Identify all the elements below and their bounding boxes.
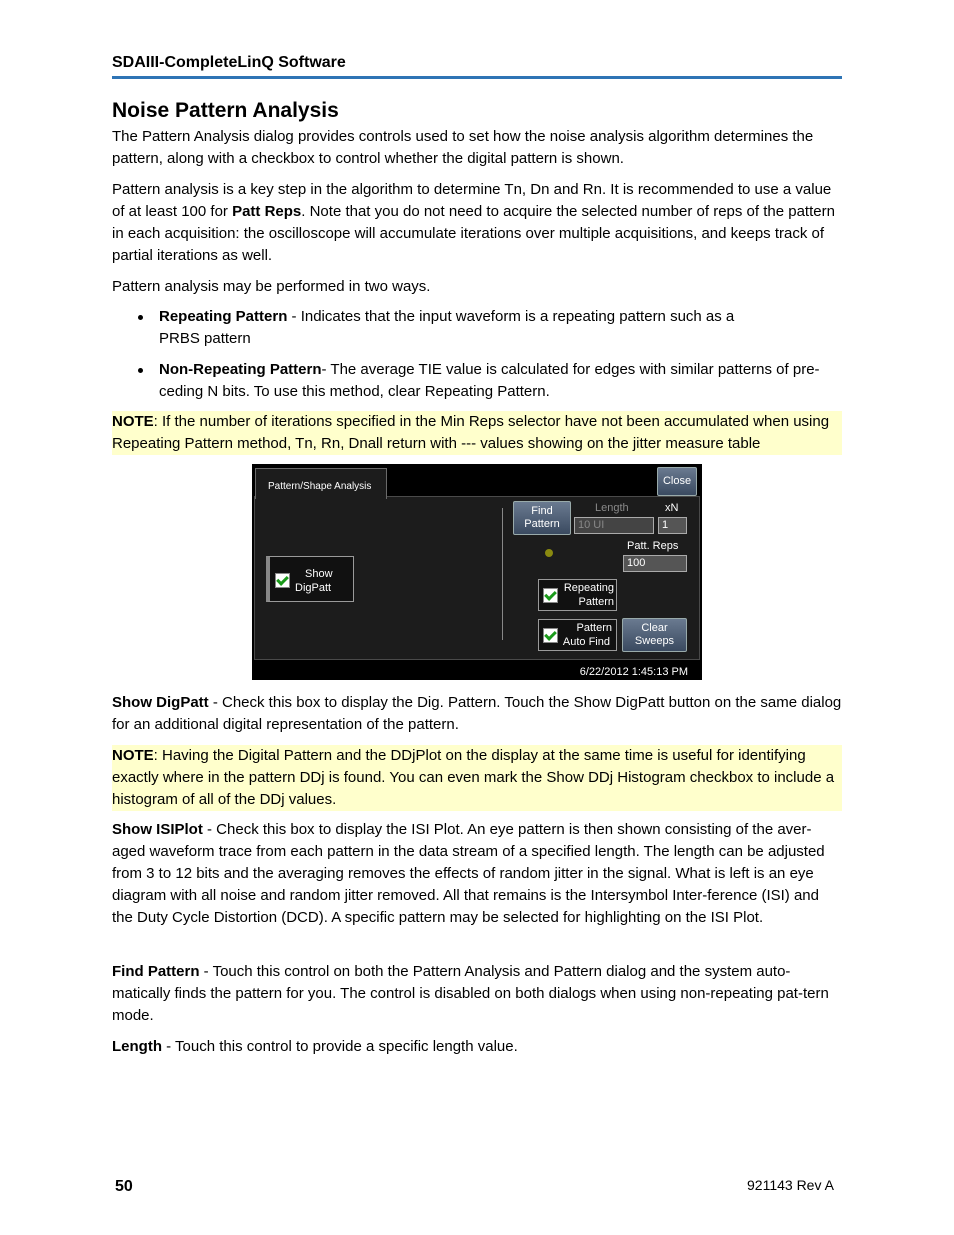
status-led-icon [545,549,553,557]
note-box: NOTE: Having the Digital Pattern and the DDjPlot on the display at the same time is useful for identifying exactly where in the pattern DDj is found. You can even mark the Show DDj Histogram checkbox to include a histogram of all of the DDj values. [112,745,842,811]
repeating-pattern-checkbox[interactable]: Repeating Pattern [538,579,617,611]
note-box: NOTE: If the number of iterations specified in the Min Reps selector have not been accumulated when using Repeating Pattern method, Tn, Rn, Dnall return with --- values showing on the jitter measure table [112,411,842,455]
show-digpatt-paragraph: Show DigPatt - Check this box to display the Dig. Pattern. Touch the Show DigPatt button on the same dialog for an additional digital representation of the pattern. [112,694,842,733]
checkbox-checked-icon [543,588,558,603]
close-button[interactable]: Close [657,467,697,496]
bullet-icon [138,368,143,373]
length-label: Length [595,502,629,514]
pattern-auto-find-checkbox[interactable]: Pattern Auto Find [538,619,617,651]
length-paragraph: Length - Touch this control to provide a specific length value. [112,1038,518,1055]
patt-reps-field[interactable]: 100 [623,555,687,572]
checkbox-checked-icon [543,628,558,643]
page-number: 50 [115,1178,133,1195]
document-number: 921143 Rev A [747,1177,834,1193]
show-isiplot-paragraph: Show ISIPlot - Check this box to display the ISI Plot. An eye pattern is then shown consisting of the aver-aged waveform trace from each pattern in the data stream of a specified length. The length can be adjusted from 3 to 12 bits and the averaging removes the effects of random jitter in the signal. What is left is an eye diagram with all noise and random jitter removed. All that remains is the Intersymbol Inter-ference (ISI) and the Duty Cycle Distortion (DCD). A specific pattern may be selected for highlighting on the ISI Plot. [112,821,825,926]
checkbox-checked-icon [275,573,290,588]
timestamp: 6/22/2012 1:45:13 PM [579,666,688,678]
xn-label: xN [665,502,679,514]
divider [502,508,503,640]
xn-field[interactable]: 1 [658,517,687,534]
two-ways-paragraph: Pattern analysis may be performed in two ways. [112,278,431,295]
pattern-analysis-paragraph: Pattern analysis is a key step in the algorithm to determine Tn, Dn and Rn. It is recommended to use a value of at least 100 for Patt Reps. Note that you do not need to acquire the selected number of reps of the pattern in each acquisition: the oscilloscope will accumulate iterations over multiple acquisitions, and keeps track of partial iterations as well. [112,181,835,264]
show-digpatt-checkbox[interactable]: Show DigPatt [266,556,354,602]
intro-paragraph: The Pattern Analysis dialog provides controls used to set how the noise analysis algorithm determines the pattern, along with a checkbox to control whether the digital pattern is shown. [112,128,814,167]
bullet-icon [138,315,143,320]
list-item: Repeating Pattern - Indicates that the input waveform is a repeating pattern such as a PRBS pattern [140,306,830,350]
find-pattern-paragraph: Find Pattern - Touch this control on both the Pattern Analysis and Pattern dialog and the system auto-matically finds the pattern for you. The control is disabled on both dialogs when using non-repeating pat-tern mode. [112,963,829,1024]
find-pattern-button[interactable]: Find Pattern [513,501,571,535]
tab-pattern-shape-analysis[interactable]: Pattern/Shape Analysis [255,468,387,499]
length-field[interactable]: 10 UI [574,517,654,534]
pattern-analysis-dialog [252,464,702,680]
clear-sweeps-button[interactable]: Clear Sweeps [622,618,687,652]
section-title: Noise Pattern Analysis [112,99,339,122]
list-item: Non-Repeating Pattern- The average TIE value is calculated for edges with similar patterns of pre-ceding N bits. To use this method, clear Repeating Pattern. [140,359,830,403]
running-header [112,54,842,79]
patt-reps-label: Patt. Reps [627,540,679,552]
header-title: SDAIII-CompleteLinQ Software [112,54,346,71]
